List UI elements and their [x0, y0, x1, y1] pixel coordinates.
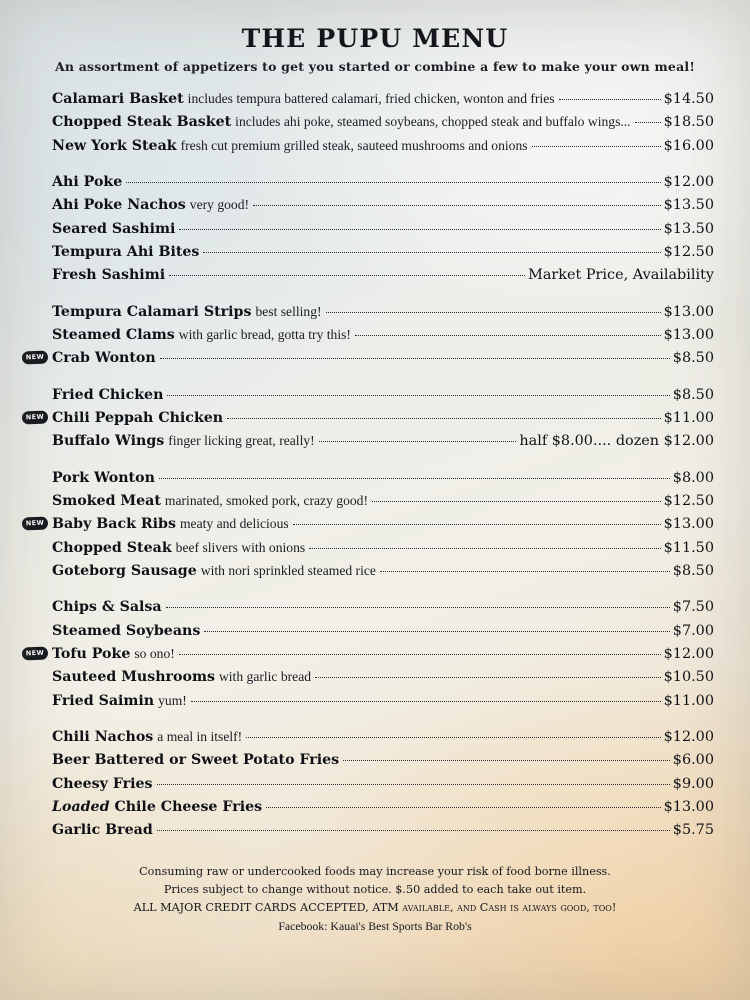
menu-item-row: [36, 430, 714, 453]
menu-item-price: $11.00: [663, 692, 714, 709]
menu-item-name: Crab Wonton: [52, 350, 156, 367]
dot-leader: [309, 548, 660, 549]
menu-item-row: [36, 171, 714, 194]
menu-item-row: [36, 749, 714, 772]
menu-item-price: $13.50: [663, 220, 714, 237]
menu-item-description: very good!: [189, 197, 250, 213]
menu-section: [36, 88, 714, 158]
dot-leader: [355, 335, 661, 336]
menu-item-name: New York Steak: [52, 137, 177, 154]
menu-item-price: $12.00: [663, 173, 714, 190]
menu-item-row: [36, 218, 714, 241]
menu-item-price: $6.00: [672, 752, 714, 769]
new-badge-icon: NEW: [22, 410, 48, 424]
dot-leader: [559, 99, 661, 100]
dot-leader: [179, 654, 661, 655]
dot-leader: [204, 631, 669, 632]
menu-item-name: Ahi Poke Nachos: [52, 197, 186, 214]
menu-item-price: $10.50: [663, 669, 714, 686]
new-badge-icon: NEW: [22, 517, 48, 531]
dot-leader: [169, 275, 525, 276]
menu-item-name: Chili Peppah Chicken: [52, 409, 224, 426]
menu-item-name: Baby Back Ribs: [52, 516, 176, 533]
menu-item-name: Loaded Chile Cheese Fries: [52, 798, 263, 815]
page-title: THE PUPU MENU: [241, 24, 509, 53]
menu-item-description: best selling!: [255, 303, 322, 319]
menu-item-name: Tempura Ahi Bites: [52, 243, 200, 260]
menu-item-row: [36, 111, 714, 134]
menu-item-price: $13.00: [663, 326, 714, 343]
menu-item-description: includes tempura battered calamari, fried chicken, wonton and fries: [187, 91, 555, 106]
menu-item-description: with nori sprinkled steamed rice: [200, 562, 376, 578]
new-badge-icon: NEW: [22, 351, 48, 365]
menu-item-description: so ono!: [134, 645, 175, 661]
menu-section: [25, 596, 714, 713]
menu-item-price: $8.50: [672, 562, 714, 579]
menu-item-name: Tofu Poke: [52, 645, 131, 662]
menu-item-price: $13.00: [663, 303, 714, 320]
menu-item-name: Smoked Meat: [52, 492, 161, 509]
menu-item-price: $12.00: [663, 728, 714, 745]
menu-item-price: Market Price, Availability: [528, 267, 714, 284]
menu-item-description: includes ahi poke, steamed soybeans, chopped steak and buffalo wings...: [235, 114, 631, 130]
menu-item-name: Fried Chicken: [52, 386, 164, 403]
menu-item-price: $16.00: [663, 137, 714, 154]
menu-item-row: [25, 407, 714, 430]
menu-item-name: Fried Saimin: [52, 692, 155, 709]
menu-item-name: Chopped Steak: [52, 539, 172, 556]
menu-item-description: with garlic bread, gotta try this!: [178, 326, 351, 342]
dot-leader: [159, 478, 670, 479]
menu-item-price: $13.00: [663, 798, 714, 815]
dot-leader: [126, 182, 660, 183]
dot-leader: [635, 122, 661, 123]
menu-sections: [25, 88, 714, 843]
menu-section: [25, 301, 714, 371]
menu-item-row: [36, 726, 714, 749]
menu-item-price: $5.75: [672, 822, 714, 839]
menu-item-row: [36, 135, 714, 158]
menu-item-description: a meal in itself!: [157, 728, 243, 744]
menu-item-name: Calamari Basket: [52, 91, 184, 107]
dot-leader: [266, 807, 661, 808]
menu-item-row: [36, 467, 714, 490]
menu-item-price: $18.50: [663, 114, 714, 131]
dot-leader: [166, 607, 670, 608]
dot-leader: [179, 229, 660, 230]
menu-item-row: [36, 241, 714, 264]
menu-item-row: [36, 690, 714, 713]
menu-item-name: Goteborg Sausage: [52, 562, 197, 579]
menu-item-price: $9.00: [672, 775, 714, 792]
footer-notes: [36, 863, 714, 937]
menu-item-row: [25, 513, 714, 536]
menu-item-row: [36, 537, 714, 560]
dot-leader: [227, 418, 661, 419]
menu-item-row: [36, 819, 714, 842]
dot-leader: [203, 252, 660, 253]
menu-item-description: meaty and delicious: [179, 516, 289, 532]
menu-item-row: [36, 324, 714, 347]
menu-item-name: Chips & Salsa: [52, 599, 162, 616]
menu-item-description: beef slivers with onions: [175, 539, 306, 555]
menu-item-row: [36, 773, 714, 796]
menu-item-description: yum!: [158, 692, 187, 708]
footer-line-2: Prices subject to change without notice. $.50 added to each take out item.: [163, 882, 587, 896]
menu-item-name: Chili Nachos: [52, 728, 154, 745]
menu-item-description: finger licking great, really!: [168, 433, 315, 449]
menu-item-price: $7.00: [672, 622, 714, 639]
dot-leader: [253, 205, 661, 206]
menu-section: [36, 726, 714, 843]
dot-leader: [157, 784, 670, 785]
menu-item-name: Steamed Clams: [52, 326, 175, 343]
dot-leader: [343, 760, 670, 761]
dot-leader: [157, 830, 670, 831]
dot-leader: [380, 571, 670, 572]
menu-item-price: $14.50: [663, 91, 714, 107]
menu-item-price: half $8.00.... dozen $12.00: [519, 433, 714, 450]
dot-leader: [326, 312, 661, 313]
menu-item-description: with garlic bread: [218, 669, 312, 685]
dot-leader: [293, 524, 661, 525]
menu-item-name: Tempura Calamari Strips: [52, 303, 252, 320]
menu-item-row: [36, 194, 714, 217]
new-badge-icon: NEW: [22, 646, 48, 660]
menu-item-row: [36, 264, 714, 287]
menu-item-description: marinated, smoked pork, crazy good!: [164, 492, 369, 508]
menu-item-price: $11.00: [663, 409, 714, 426]
menu-item-price: $13.00: [663, 516, 714, 533]
dot-leader: [532, 146, 661, 147]
menu-item-name: Sauteed Mushrooms: [52, 669, 215, 686]
menu-item-row: [36, 88, 714, 111]
menu-item-name: Garlic Bread: [52, 822, 153, 839]
menu-item-name: Cheesy Fries: [52, 775, 153, 792]
footer-line-3: ALL MAJOR CREDIT CARDS ACCEPTED, ATM available, and Cash is always good, too!: [133, 900, 617, 914]
menu-item-row: [25, 347, 714, 370]
menu-item-row: [36, 560, 714, 583]
dot-leader: [246, 737, 660, 738]
menu-item-row: [36, 796, 714, 819]
menu-item-price: $8.50: [672, 386, 714, 403]
dot-leader: [319, 441, 517, 442]
menu-item-name: Beer Battered or Sweet Potato Fries: [52, 752, 340, 769]
dot-leader: [372, 501, 661, 502]
menu-item-name: Chopped Steak Basket: [52, 114, 232, 131]
menu-item-name: Seared Sashimi: [52, 220, 176, 237]
menu-item-row: [36, 301, 714, 324]
page-subtitle: An assortment of appetizers to get you started or combine a few to make your own meal!: [54, 59, 696, 74]
menu-item-price: $12.50: [663, 492, 714, 509]
menu-item-row: [36, 490, 714, 513]
menu-item-description: fresh cut premium grilled steak, sauteed mushrooms and onions: [180, 137, 528, 153]
dot-leader: [315, 677, 661, 678]
menu-item-name: Fresh Sashimi: [52, 267, 166, 284]
menu-item-name: Steamed Soybeans: [52, 622, 201, 639]
menu-section: [25, 467, 714, 584]
menu-item-price: $12.50: [663, 243, 714, 260]
dot-leader: [191, 701, 661, 702]
menu-item-price: $12.00: [663, 645, 714, 662]
menu-item-name: Buffalo Wings: [52, 433, 165, 450]
menu-item-row: [36, 384, 714, 407]
menu-item-price: $8.00: [672, 469, 714, 486]
dot-leader: [160, 358, 670, 359]
footer-line-4: Facebook: Kauai's Best Sports Bar Rob's: [278, 918, 472, 933]
menu-item-price: $8.50: [672, 350, 714, 367]
menu-item-name: Ahi Poke: [52, 173, 123, 190]
menu-item-name: Pork Wonton: [52, 469, 155, 486]
menu-section: [36, 171, 714, 288]
menu-section: [25, 384, 714, 454]
menu-item-price: $7.50: [672, 599, 714, 616]
dot-leader: [167, 395, 669, 396]
menu-item-price: $11.50: [663, 539, 714, 556]
menu-item-row: [36, 620, 714, 643]
menu-item-row: [36, 596, 714, 619]
footer-line-1: Consuming raw or undercooked foods may increase your risk of food borne illness.: [139, 864, 611, 878]
menu-item-row: [36, 666, 714, 689]
menu-item-price: $13.50: [663, 197, 714, 214]
menu-item-row: [25, 643, 714, 666]
